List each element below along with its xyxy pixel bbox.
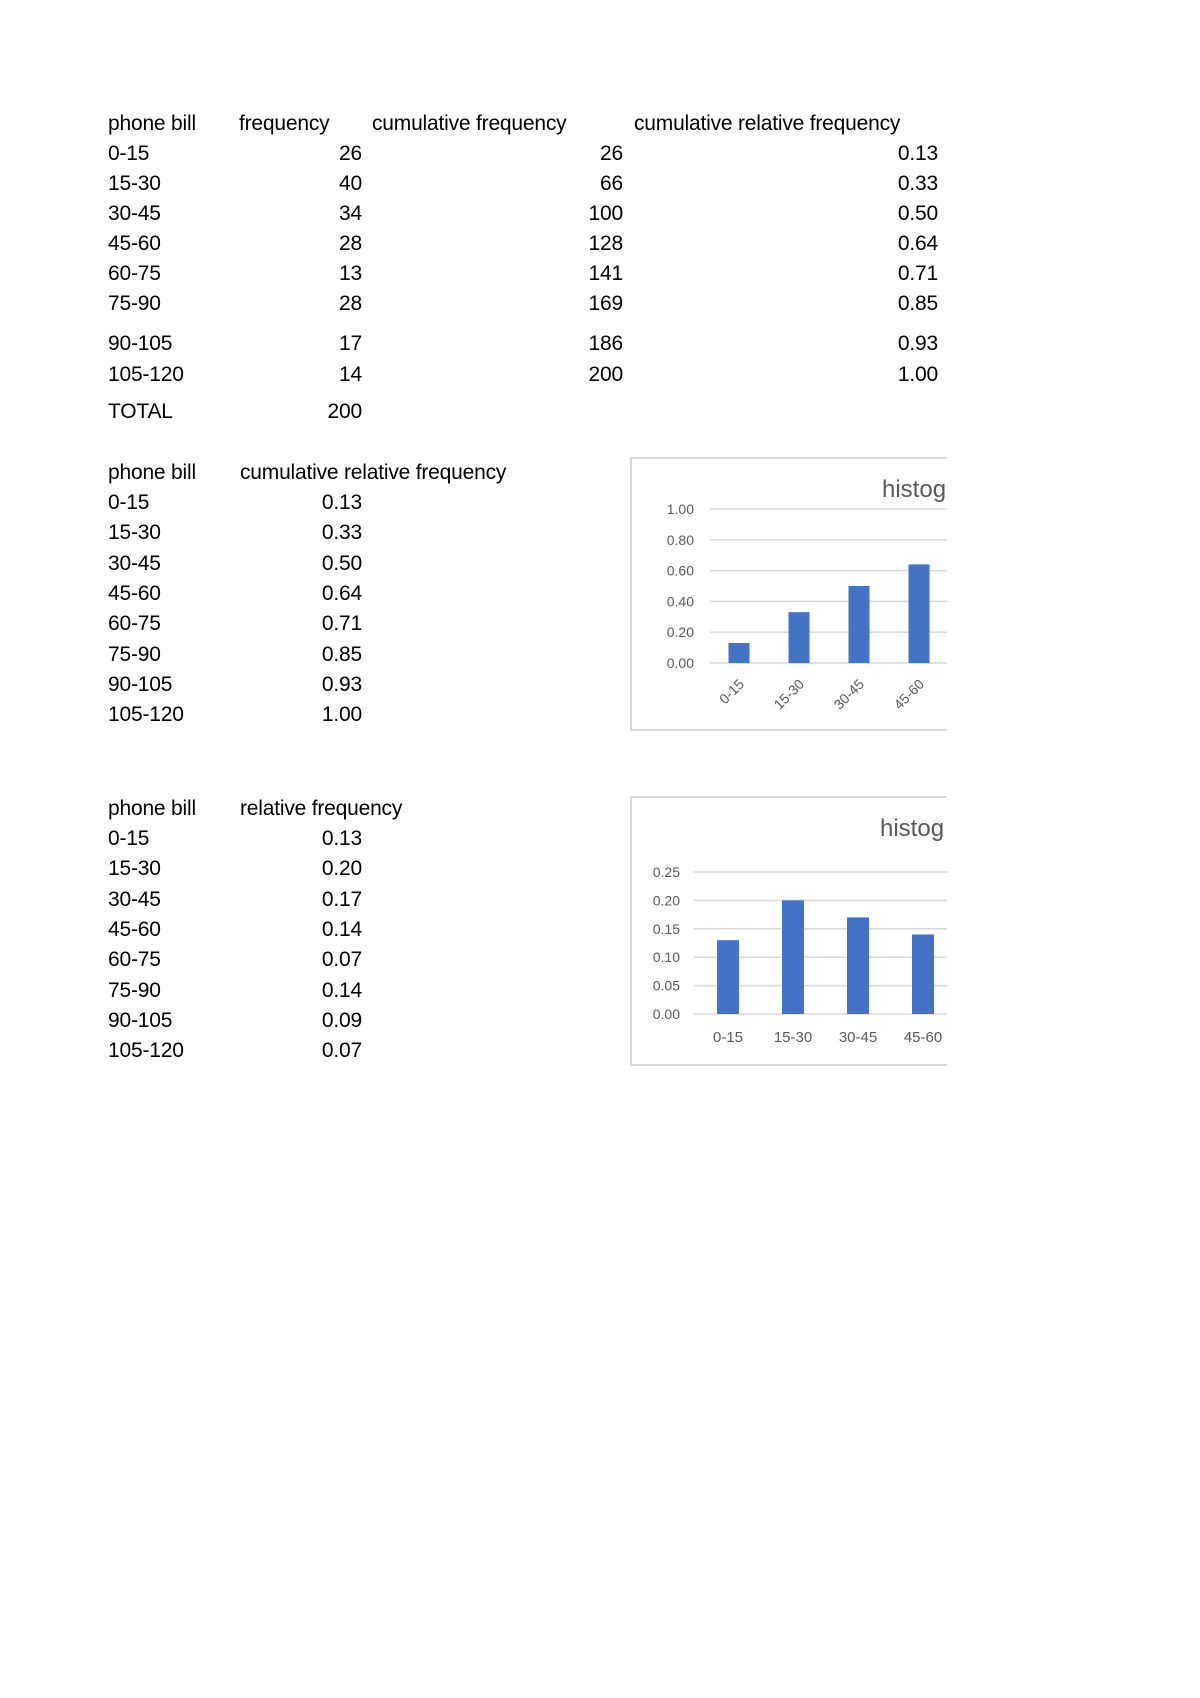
- row-phone-bill: 75-90: [108, 642, 161, 666]
- bar[interactable]: [849, 586, 870, 663]
- row-phone-bill: 30-45: [108, 887, 161, 911]
- row-phone-bill: 90-105: [108, 672, 173, 696]
- row-phone-bill: 0-15: [108, 491, 150, 514]
- relative-histogram-chart[interactable]: [630, 796, 947, 1066]
- row-cumulative-relative-frequency: 0.13: [897, 142, 938, 165]
- header-cumulative-frequency: cumulative frequency: [372, 112, 567, 135]
- row-frequency: 13: [339, 262, 362, 285]
- header-phone-bill: phone bill: [108, 797, 196, 820]
- bar[interactable]: [789, 612, 810, 663]
- row-phone-bill: 45-60: [108, 917, 161, 941]
- row-cumulative-frequency: 200: [588, 363, 623, 386]
- row-relative-frequency: 0.14: [321, 978, 362, 1002]
- row-cumulative-relative-frequency: 1.00: [897, 363, 938, 386]
- x-tick-label: 0-15: [715, 675, 748, 707]
- row-cumulative-frequency: 26: [600, 142, 623, 165]
- row-cumulative-relative-frequency: 1.00: [321, 703, 362, 727]
- y-tick-label: 0.60: [666, 562, 694, 579]
- row-cumulative-frequency: 100: [588, 202, 623, 225]
- row-phone-bill: 30-45: [108, 551, 161, 575]
- row-frequency: 28: [339, 292, 362, 315]
- row-frequency: 14: [339, 363, 362, 386]
- row-cumulative-relative-frequency: 0.71: [321, 612, 362, 636]
- row-cumulative-relative-frequency: 0.85: [897, 292, 938, 315]
- row-cumulative-relative-frequency: 0.64: [897, 232, 938, 255]
- row-relative-frequency: 0.07: [321, 948, 362, 972]
- row-frequency: 34: [339, 202, 362, 225]
- row-cumulative-relative-frequency: 0.33: [897, 172, 938, 195]
- row-frequency: 28: [339, 232, 362, 255]
- bar[interactable]: [729, 643, 750, 663]
- total-label: TOTAL: [108, 400, 173, 423]
- y-tick-label: 1.00: [666, 501, 694, 517]
- x-tick-label: 15-30: [770, 675, 808, 713]
- row-cumulative-relative-frequency: 0.71: [897, 262, 938, 285]
- row-phone-bill: 15-30: [108, 172, 161, 195]
- x-tick-label: 30-45: [830, 675, 868, 713]
- row-phone-bill: 0-15: [108, 142, 150, 165]
- cumulative-histogram-chart[interactable]: [630, 457, 947, 731]
- row-cumulative-relative-frequency: 0.13: [321, 491, 362, 514]
- row-cumulative-relative-frequency: 0.50: [897, 202, 938, 225]
- row-cumulative-relative-frequency: 0.33: [321, 521, 362, 545]
- row-cumulative-frequency: 66: [600, 172, 623, 195]
- x-tick-label: 30-45: [838, 1029, 878, 1046]
- row-phone-bill: 105-120: [108, 363, 184, 386]
- bar[interactable]: [717, 940, 739, 1014]
- row-relative-frequency: 0.17: [321, 887, 362, 911]
- row-phone-bill: 105-120: [108, 703, 184, 727]
- row-cumulative-relative-frequency: 0.50: [321, 551, 362, 575]
- row-phone-bill: 60-75: [108, 612, 161, 636]
- header-phone-bill: phone bill: [108, 461, 196, 484]
- bar[interactable]: [782, 900, 804, 1014]
- row-phone-bill: 60-75: [108, 262, 161, 285]
- row-phone-bill: 45-60: [108, 232, 161, 255]
- x-tick-label: 0-15: [712, 1029, 744, 1046]
- chart-title: histog: [880, 815, 945, 842]
- row-phone-bill: 15-30: [108, 521, 161, 545]
- header-cumulative-relative-frequency: cumulative relative frequency: [634, 112, 901, 135]
- x-tick-label: 15-30: [773, 1029, 813, 1046]
- y-tick-label: 0.80: [666, 531, 694, 548]
- row-phone-bill: 60-75: [108, 948, 161, 972]
- row-relative-frequency: 0.09: [321, 1008, 362, 1032]
- row-frequency: 40: [339, 172, 362, 195]
- row-phone-bill: 90-105: [108, 332, 173, 355]
- row-relative-frequency: 0.20: [321, 857, 362, 881]
- row-phone-bill: 75-90: [108, 978, 161, 1002]
- row-cumulative-frequency: 128: [588, 232, 623, 255]
- y-tick-label: 0.05: [652, 977, 680, 994]
- y-tick-label: 0.40: [666, 593, 694, 610]
- row-cumulative-relative-frequency: 0.93: [897, 332, 938, 355]
- header-frequency: frequency: [239, 112, 330, 135]
- row-phone-bill: 30-45: [108, 202, 161, 225]
- row-relative-frequency: 0.13: [321, 827, 362, 850]
- y-tick-label: 0.00: [666, 655, 694, 671]
- y-tick-label: 0.20: [666, 624, 694, 641]
- row-cumulative-frequency: 169: [588, 292, 623, 315]
- bar[interactable]: [912, 934, 934, 1014]
- row-relative-frequency: 0.07: [321, 1039, 362, 1063]
- y-tick-label: 0.10: [652, 949, 680, 966]
- row-phone-bill: 0-15: [108, 827, 150, 850]
- y-tick-label: 0.00: [652, 1006, 680, 1022]
- header-cumulative-relative-frequency: cumulative relative frequency: [240, 461, 507, 484]
- row-phone-bill: 105-120: [108, 1039, 184, 1063]
- y-tick-label: 0.20: [652, 892, 680, 909]
- row-cumulative-relative-frequency: 0.85: [321, 642, 362, 666]
- row-cumulative-frequency: 186: [588, 332, 623, 355]
- x-tick-label: 45-60: [890, 675, 928, 713]
- y-tick-label: 0.25: [652, 864, 680, 880]
- row-phone-bill: 45-60: [108, 581, 161, 605]
- header-phone-bill: phone bill: [108, 112, 196, 135]
- x-tick-label: 45-60: [903, 1029, 943, 1046]
- total-value: 200: [327, 400, 362, 423]
- header-relative-frequency: relative frequency: [240, 797, 403, 820]
- y-tick-label: 0.15: [652, 920, 680, 937]
- row-cumulative-relative-frequency: 0.64: [321, 581, 362, 605]
- bar[interactable]: [847, 917, 869, 1014]
- row-phone-bill: 75-90: [108, 292, 161, 315]
- chart-title: histog: [882, 476, 947, 503]
- bar[interactable]: [909, 564, 930, 663]
- row-cumulative-relative-frequency: 0.93: [321, 672, 362, 696]
- row-cumulative-frequency: 141: [588, 262, 623, 285]
- row-frequency: 17: [339, 332, 362, 355]
- row-frequency: 26: [339, 142, 362, 165]
- row-phone-bill: 90-105: [108, 1008, 173, 1032]
- row-phone-bill: 15-30: [108, 857, 161, 881]
- row-relative-frequency: 0.14: [321, 917, 362, 941]
